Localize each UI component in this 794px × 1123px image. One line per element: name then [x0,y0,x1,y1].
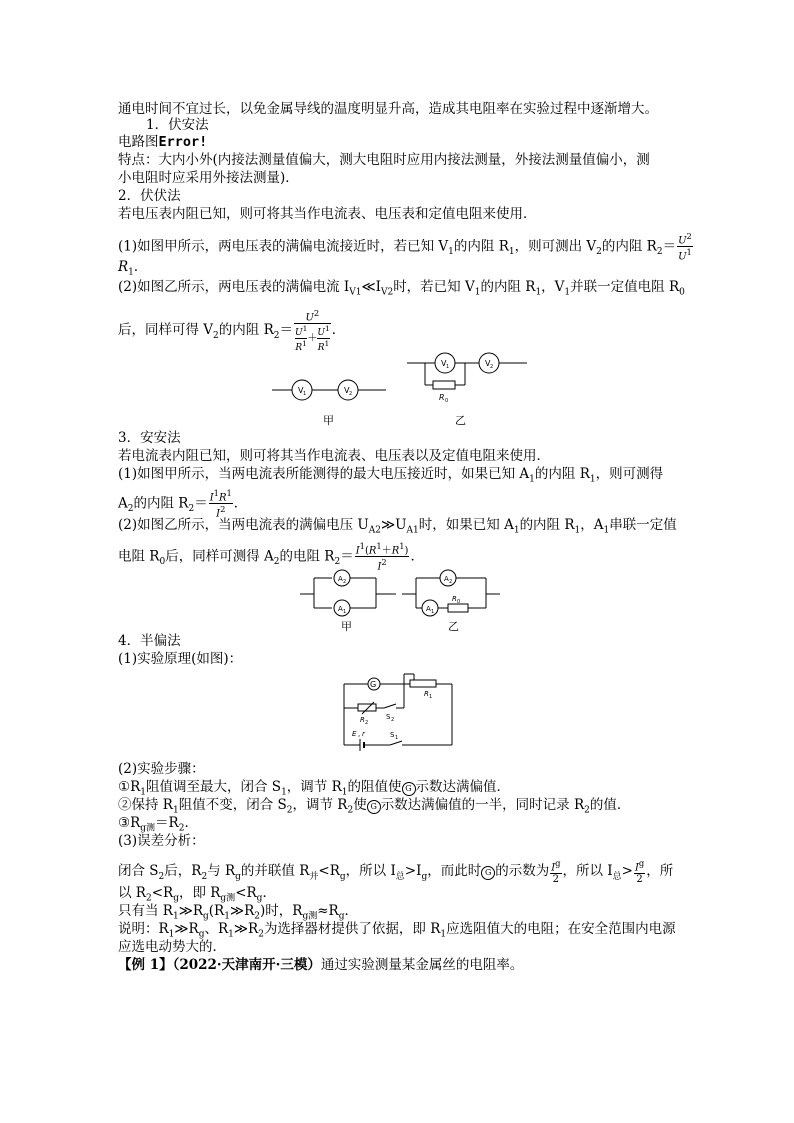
t: ，V [541,279,565,295]
t: ，则可测得 [595,466,664,482]
svg-text:1: 1 [446,364,450,370]
text-line-24: (3)误差分析： [118,833,205,849]
heading-half-deflection: 4．半偏法 [118,633,181,649]
t: 与 R [207,863,236,880]
svg-text:,: , [358,730,361,738]
text-line-15 [118,488,247,520]
t: > [621,863,633,880]
svg-text:E: E [352,730,357,738]
f: R [317,343,325,354]
s: 1 [168,929,175,940]
circuit-diagram-label: 电路图 [118,134,159,150]
s: g测 [302,911,318,922]
svg-text:2: 2 [449,579,453,585]
f: U [305,312,314,324]
t: ≪I [361,279,381,295]
t: ，调节 R [286,779,342,795]
caption-jia-1: 甲 [323,414,334,427]
t: 的值． [589,797,631,813]
f: 2 [636,874,643,886]
s: 1 [474,287,481,298]
s: 1 [603,525,610,536]
f: 2 [686,231,692,241]
svg-text:2: 2 [343,579,347,585]
f: 2 [552,874,560,886]
t: <R [318,863,340,880]
svg-text:2: 2 [365,720,369,726]
t: 的示数为 [495,863,550,880]
eq: ＝ [279,322,293,339]
example-label: 【例 1】 [118,957,173,973]
s: V1 [349,287,362,298]
s: A2 [368,525,382,536]
t: (2)如图乙所示，两电压表的满偏电流 I [118,279,350,295]
frac-i1r1-i2 [209,488,233,520]
t: >I [404,863,422,880]
s: g [256,893,263,904]
t: 、R [204,921,229,937]
f: I [216,508,221,520]
text-line-7: 若电压表内阻已知，则可将其当作电流表、电压表和定值电阻来使用． [118,206,537,222]
svg-text:G: G [370,680,377,689]
s: 2 [258,929,264,940]
s: g [198,929,205,940]
t: 为选择器材提供了依据，即 R [263,921,441,937]
t: 阻值调至最大，闭合 S [146,779,282,795]
t: 的内阻 R [480,279,536,295]
t: ≫U [381,517,407,533]
frac-ig-half-2 [634,858,645,885]
f: I [551,862,556,874]
f: 1 [686,247,692,258]
dot: ． [133,259,148,275]
s: 1 [535,287,542,298]
s: 总 [612,871,622,882]
t: 的并联值 R [240,863,310,880]
example-source: （2022·天津南开·三模） [172,957,321,973]
t: ＝R [155,815,179,831]
svg-text:R: R [452,595,457,603]
f: U [317,328,325,339]
t: ≫R [178,903,204,919]
example-text: 通过实验测量某金属丝的电阻率。 [320,957,524,973]
t: 阻值不变，闭合 S [178,797,287,813]
s: g [339,871,346,882]
frac-u2-u1 [677,231,693,263]
eq: ＝ [194,495,208,512]
galvanometer-icon: G [367,800,381,814]
svg-text:1: 1 [431,609,435,615]
s: 1 [128,267,134,278]
svg-text:r: r [362,730,365,738]
t: 后，R [164,863,202,880]
t: 应选阻值大的电阻；在安全范围内电源 [446,921,676,937]
s: g [421,871,428,882]
f: 1 [399,541,405,551]
plus: ＋ [381,545,392,557]
f: 1 [213,488,219,498]
t: 的电阻 R [279,548,335,565]
svg-text:A: A [426,605,431,613]
r: R [118,259,129,275]
s: g [203,911,209,922]
s: 1 [341,787,348,798]
svg-text:A: A [444,575,449,583]
f: 2 [381,557,387,568]
t: ≫R [233,921,259,937]
f: R [368,545,377,557]
t: ≈R [317,903,339,919]
half-deflection-circuit [340,672,460,754]
s: 2 [273,557,280,568]
heading-voltmeter-voltmeter: 2．伏伏法 [118,188,181,204]
s: g [338,911,345,922]
heading-ammeter-ammeter: 3．安安法 [118,430,181,446]
voltmeter-circuit-jia [270,370,390,410]
t: 的内阻 R [133,495,189,512]
t: 时，如果已知 A [418,517,514,533]
t: 电阻 R [118,548,160,565]
t: 闭合 S [118,863,159,880]
t: 示数达满偏值的一半，同时记录 R [380,797,585,813]
svg-text:1: 1 [343,609,347,615]
t: 的内阻 R [519,517,575,533]
s: 2 [656,247,663,258]
s: g [173,893,179,904]
t: ②保持 R [118,797,173,813]
s: 2 [178,823,185,834]
t: ，调节 R [292,797,348,813]
s: 1 [172,911,179,922]
svg-text:R: R [439,393,445,402]
f: 1 [226,488,232,498]
svg-text:V: V [441,359,447,368]
dot: ． [344,903,358,919]
t: A [118,495,128,512]
f: I [355,545,360,557]
s: g测 [220,893,236,904]
s: 1 [574,525,581,536]
ammeter-circuit-jia [300,568,400,618]
svg-text:2: 2 [349,391,353,397]
frac-u2-over-sum [294,308,331,353]
t: 后，同样可得 V [118,322,214,339]
svg-text:A: A [338,605,343,613]
text-line-16 [118,516,677,540]
text-line-20: (2)实验步骤： [118,761,205,777]
svg-text:V: V [485,359,491,368]
eq: ＝ [662,238,677,255]
t: (2)如图乙所示，当两电流表的满偏电压 U [118,517,369,533]
text-line-13: 若电流表内阻已知，则可将其当作电流表、电压表以及定值电阻来使用． [118,448,550,464]
s: 1 [281,787,287,798]
t: <R [235,885,257,901]
f: U [294,328,303,339]
t: 串联一定值 [609,517,677,533]
s: 2 [188,504,195,515]
t: ≫R [229,903,255,919]
s: 2 [334,557,341,568]
text-line-14 [118,465,663,489]
s: 0 [679,287,685,298]
s: 1 [529,474,535,485]
f: R [218,492,227,504]
f: 1 [302,339,307,349]
galvanometer-icon: G [402,782,416,796]
t: (1)如图甲所示，当两电流表所能测得的最大电压接近时，如果已知 A [118,466,530,482]
t: ，所以 I [345,863,396,880]
eq: ＝ [340,548,354,565]
f: I [377,561,382,573]
svg-text:1: 1 [395,735,399,741]
f: g [555,858,561,868]
s: 2 [127,504,134,515]
dot: ． [233,495,248,512]
text-line-11 [118,308,345,353]
dot: ． [262,885,276,901]
f: 1 [359,541,365,551]
t: ，所 [646,863,674,880]
f: 1 [376,541,382,551]
f: R [295,343,303,354]
text-circuit-diagram [118,133,207,151]
f: g [638,858,645,868]
caption-yi-2: 乙 [448,620,459,633]
text-line-8 [118,231,694,263]
s: 2 [273,330,280,341]
ammeter-circuit-yi [402,568,502,618]
s: 1 [440,929,447,940]
s: 1 [448,247,454,258]
s: 2 [254,911,260,922]
t: ③R [118,815,141,831]
f: I [209,492,214,504]
svg-text:1: 1 [429,694,433,700]
f: 1 [324,339,330,349]
svg-text:R: R [424,690,429,698]
f: 1 [302,324,308,334]
frac-a2-series: $\frac{I^1(R^1+R^1)}{I^2}$ [355,541,409,573]
f: 1 [324,324,330,334]
f: 2 [313,308,320,318]
t: 只有当 R [118,903,173,919]
f: I [634,862,639,874]
voltmeter-circuit-yi [405,347,530,407]
s: 2 [145,893,152,904]
s: V2 [380,287,394,298]
t: ≫R [174,921,199,937]
caption-jia-2: 甲 [341,620,352,633]
t: (R [208,903,225,919]
s: 1 [172,805,179,816]
svg-text:0: 0 [457,599,461,605]
text-line-29: 应选电动势大的． [118,939,226,955]
svg-text:S: S [390,731,395,739]
plus: ＋ [307,333,318,345]
t: ，而此时 [427,863,482,880]
t: 并联一定值电阻 R [570,279,680,295]
v2-label: V [344,386,350,395]
t: 的内阻 R [218,322,274,339]
svg-text:A: A [338,575,343,583]
svg-text:0: 0 [445,398,449,404]
f: U [678,235,687,247]
s: A1 [406,525,419,536]
t: 示数达满偏值． [415,779,510,795]
text-line-4: 特点：大内小外(内接法测量值偏大，测大电阻时应用内接法测量，外接法测量值偏小，测 [118,152,650,168]
s: 1 [513,525,520,536]
dot: ． [331,322,346,339]
s: 总 [395,871,405,882]
t: 的内阻 R [534,466,590,482]
s: 2 [213,330,219,341]
s: 1 [140,787,147,798]
caption-yi-1: 乙 [455,414,466,427]
text-line-5: 小电阻时应采用外接法测量)． [118,170,299,186]
svg-text:2: 2 [490,364,494,370]
s: 1 [589,474,596,485]
s: 2 [286,805,293,816]
svg-text:R: R [360,716,365,724]
t: )时，R [260,903,303,919]
s: 0 [159,557,166,568]
text-line-19: (1)实验原理(如图)： [118,651,243,667]
t: 说明：R [118,921,169,937]
text-line-10 [118,278,685,302]
svg-text:2: 2 [391,717,395,723]
t8a: (1)如图甲所示，两电压表的满偏电流接近时，若已知 V [118,238,449,255]
s: 1 [224,911,230,922]
t: ①R [118,779,141,795]
t: 以 R [118,885,146,901]
dot: ． [410,548,424,565]
t: 后，同样可测得 A [165,548,274,565]
t: ，A [580,517,604,533]
s: 2 [158,871,165,882]
text-line-1: 通电时间不宜过长，以免金属导线的温度明显升高，造成其电阻率在实验过程中逐渐增大。 [118,101,658,117]
s: 2 [347,805,354,816]
text-line-25 [118,858,673,886]
heading-voltammetry: 1．伏安法 [146,117,209,133]
s: g [235,871,241,882]
galvanometer-icon: G [481,866,495,880]
example-1-heading [118,956,523,974]
f: U [678,251,687,263]
svg-text:1: 1 [303,391,307,397]
t: <R [151,885,174,901]
s: 2 [584,805,590,816]
s: 1 [564,287,571,298]
svg-text:S: S [386,713,391,721]
dot: ． [184,815,198,831]
f: 2 [220,504,226,515]
t: ，即 R [178,885,221,901]
s: 1 [228,929,234,940]
t: 时，若已知 V [393,279,475,295]
s: 1 [508,247,515,258]
s: 2 [596,247,602,258]
frac-ig-half [550,858,561,885]
f: R [391,545,400,557]
t8c: ，则可测出 V [514,238,597,255]
t: ，所以 I [562,863,613,880]
t8d: 的内阻 R [601,238,657,255]
error-marker: Error! [158,134,208,150]
t: 使 [353,797,367,813]
t: 的阻值使 [347,779,402,795]
v1-label: V [298,386,304,395]
t8b: 的内阻 R [453,238,509,255]
s: 并 [309,871,319,882]
s: g测 [140,823,156,834]
s: 2 [201,871,208,882]
